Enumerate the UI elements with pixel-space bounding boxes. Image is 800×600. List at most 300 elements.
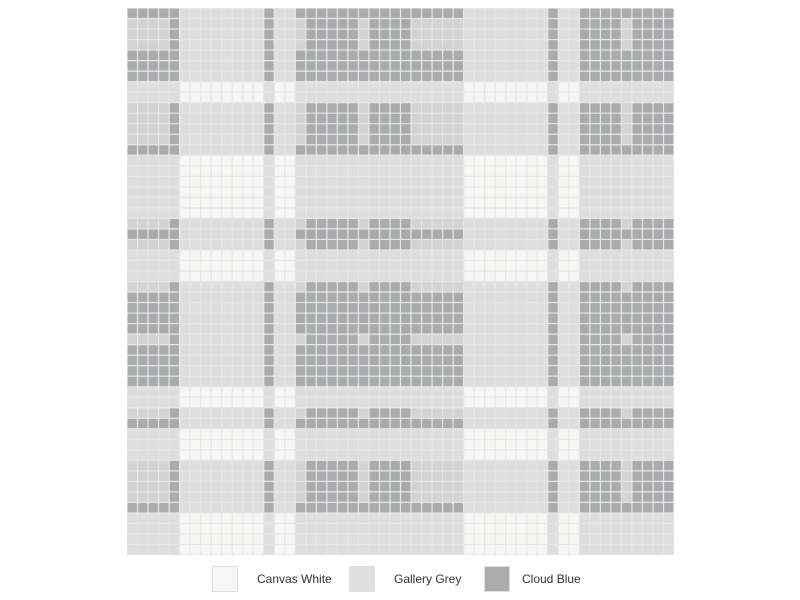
mosaic-tile — [454, 156, 463, 165]
mosaic-tile — [149, 61, 158, 70]
mosaic-tile — [569, 545, 578, 554]
mosaic-tile — [391, 356, 400, 365]
mosaic-tile — [327, 398, 336, 407]
mosaic-tile — [191, 545, 200, 554]
mosaic-tile — [380, 145, 389, 154]
mosaic-tile — [317, 282, 326, 291]
mosaic-tile — [580, 429, 589, 438]
mosaic-tile — [559, 545, 568, 554]
mosaic-tile — [422, 398, 431, 407]
mosaic-tile — [285, 198, 294, 207]
mosaic-tile — [233, 19, 242, 28]
mosaic-tile — [517, 219, 526, 228]
mosaic-tile — [296, 230, 305, 239]
mosaic-tile — [170, 72, 179, 81]
mosaic-tile — [538, 387, 547, 396]
mosaic-tile — [128, 408, 137, 417]
mosaic-tile — [475, 514, 484, 523]
mosaic-tile — [664, 408, 673, 417]
mosaic-tile — [201, 103, 210, 112]
mosaic-tile — [527, 356, 536, 365]
mosaic-tile — [633, 419, 642, 428]
mosaic-tile — [338, 272, 347, 281]
mosaic-tile — [233, 251, 242, 260]
mosaic-tile — [296, 30, 305, 39]
mosaic-tile — [454, 450, 463, 459]
mosaic-tile — [138, 51, 147, 60]
mosaic-tile — [349, 156, 358, 165]
mosaic-tile — [327, 93, 336, 102]
mosaic-tile — [380, 366, 389, 375]
mosaic-tile — [349, 272, 358, 281]
mosaic-tile — [643, 419, 652, 428]
mosaic-tile — [654, 482, 663, 491]
mosaic-tile — [422, 514, 431, 523]
mosaic-tile — [464, 366, 473, 375]
mosaic-tile — [433, 261, 442, 270]
mosaic-tile — [380, 377, 389, 386]
mosaic-tile — [159, 387, 168, 396]
mosaic-tile — [401, 419, 410, 428]
mosaic-tile — [233, 314, 242, 323]
mosaic-tile — [264, 440, 273, 449]
mosaic-tile — [191, 282, 200, 291]
mosaic-tile — [170, 293, 179, 302]
mosaic-tile — [275, 177, 284, 186]
mosaic-tile — [569, 272, 578, 281]
mosaic-tile — [569, 51, 578, 60]
mosaic-tile — [590, 219, 599, 228]
mosaic-tile — [559, 440, 568, 449]
mosaic-tile — [601, 219, 610, 228]
mosaic-tile — [506, 103, 515, 112]
mosaic-tile — [254, 377, 263, 386]
mosaic-tile — [191, 230, 200, 239]
mosaic-tile — [527, 482, 536, 491]
mosaic-tile — [590, 198, 599, 207]
mosaic-tile — [380, 303, 389, 312]
mosaic-tile — [580, 177, 589, 186]
mosaic-tile — [485, 303, 494, 312]
mosaic-tile — [611, 356, 620, 365]
mosaic-tile — [475, 240, 484, 249]
mosaic-tile — [201, 82, 210, 91]
mosaic-tile — [538, 135, 547, 144]
mosaic-tile — [496, 377, 505, 386]
mosaic-tile — [275, 156, 284, 165]
mosaic-tile — [138, 377, 147, 386]
mosaic-tile — [527, 61, 536, 70]
mosaic-tile — [233, 219, 242, 228]
mosaic-tile — [380, 198, 389, 207]
mosaic-tile — [496, 198, 505, 207]
mosaic-tile — [264, 30, 273, 39]
mosaic-tile — [159, 135, 168, 144]
mosaic-tile — [611, 261, 620, 270]
mosaic-tile — [611, 293, 620, 302]
mosaic-tile — [243, 177, 252, 186]
mosaic-tile — [201, 345, 210, 354]
mosaic-tile — [601, 93, 610, 102]
mosaic-tile — [138, 82, 147, 91]
mosaic-tile — [128, 429, 137, 438]
mosaic-tile — [527, 93, 536, 102]
mosaic-tile — [601, 124, 610, 133]
mosaic-tile — [485, 314, 494, 323]
mosaic-tile — [422, 545, 431, 554]
mosaic-tile — [559, 293, 568, 302]
mosaic-tile — [422, 40, 431, 49]
mosaic-tile — [275, 135, 284, 144]
mosaic-tile — [517, 9, 526, 18]
mosaic-tile — [296, 261, 305, 270]
mosaic-tile — [506, 198, 515, 207]
mosaic-tile — [506, 514, 515, 523]
mosaic-tile — [548, 293, 557, 302]
mosaic-tile — [170, 135, 179, 144]
mosaic-tile — [191, 219, 200, 228]
mosaic-tile — [191, 114, 200, 123]
mosaic-tile — [654, 187, 663, 196]
mosaic-tile — [370, 450, 379, 459]
mosaic-tile — [138, 366, 147, 375]
mosaic-tile — [128, 293, 137, 302]
mosaic-tile — [569, 366, 578, 375]
mosaic-tile — [264, 124, 273, 133]
mosaic-tile — [485, 219, 494, 228]
mosaic-tile — [401, 40, 410, 49]
mosaic-tile — [485, 398, 494, 407]
mosaic-tile — [611, 166, 620, 175]
mosaic-tile — [569, 503, 578, 512]
mosaic-tile — [138, 450, 147, 459]
mosaic-tile — [412, 303, 421, 312]
mosaic-tile — [159, 40, 168, 49]
mosaic-tile — [548, 272, 557, 281]
mosaic-tile — [275, 545, 284, 554]
mosaic-tile — [191, 314, 200, 323]
mosaic-tile — [475, 503, 484, 512]
mosaic-tile — [391, 19, 400, 28]
mosaic-tile — [580, 282, 589, 291]
mosaic-tile — [443, 103, 452, 112]
mosaic-tile — [180, 450, 189, 459]
mosaic-tile — [559, 450, 568, 459]
mosaic-tile — [485, 272, 494, 281]
mosaic-tile — [643, 335, 652, 344]
mosaic-tile — [559, 166, 568, 175]
mosaic-tile — [433, 187, 442, 196]
mosaic-tile — [233, 103, 242, 112]
mosaic-tile — [506, 251, 515, 260]
mosaic-tile — [222, 366, 231, 375]
mosaic-tile — [128, 303, 137, 312]
mosaic-tile — [306, 524, 315, 533]
mosaic-tile — [306, 230, 315, 239]
mosaic-tile — [317, 324, 326, 333]
mosaic-tile — [464, 230, 473, 239]
mosaic-tile — [338, 124, 347, 133]
mosaic-tile — [338, 40, 347, 49]
mosaic-tile — [327, 335, 336, 344]
mosaic-tile — [643, 293, 652, 302]
mosaic-tile — [380, 387, 389, 396]
mosaic-tile — [485, 482, 494, 491]
mosaic-tile — [569, 514, 578, 523]
mosaic-tile — [559, 514, 568, 523]
mosaic-tile — [264, 135, 273, 144]
mosaic-tile — [633, 261, 642, 270]
mosaic-tile — [517, 514, 526, 523]
mosaic-tile — [454, 314, 463, 323]
mosaic-tile — [296, 93, 305, 102]
mosaic-tile — [180, 240, 189, 249]
mosaic-tile — [611, 124, 620, 133]
mosaic-tile — [485, 40, 494, 49]
mosaic-tile — [454, 177, 463, 186]
mosaic-tile — [464, 124, 473, 133]
mosaic-tile — [349, 177, 358, 186]
mosaic-tile — [128, 356, 137, 365]
mosaic-tile — [138, 345, 147, 354]
mosaic-tile — [170, 335, 179, 344]
mosaic-tile — [475, 356, 484, 365]
mosaic-tile — [611, 272, 620, 281]
mosaic-tile — [264, 177, 273, 186]
mosaic-tile — [391, 156, 400, 165]
mosaic-tile — [370, 387, 379, 396]
mosaic-tile — [338, 187, 347, 196]
mosaic-tile — [664, 124, 673, 133]
mosaic-tile — [159, 293, 168, 302]
mosaic-tile — [611, 535, 620, 544]
mosaic-tile — [254, 135, 263, 144]
mosaic-tile — [391, 82, 400, 91]
mosaic-tile — [654, 492, 663, 501]
mosaic-tile — [254, 461, 263, 470]
mosaic-tile — [170, 166, 179, 175]
mosaic-tile — [233, 303, 242, 312]
mosaic-tile — [611, 114, 620, 123]
mosaic-tile — [412, 61, 421, 70]
mosaic-tile — [517, 387, 526, 396]
mosaic-tile — [349, 19, 358, 28]
mosaic-tile — [643, 135, 652, 144]
mosaic-tile — [412, 135, 421, 144]
mosaic-tile — [443, 251, 452, 260]
mosaic-tile — [191, 514, 200, 523]
mosaic-tile — [327, 282, 336, 291]
mosaic-tile — [664, 230, 673, 239]
mosaic-tile — [138, 387, 147, 396]
mosaic-tile — [506, 293, 515, 302]
mosaic-tile — [559, 356, 568, 365]
mosaic-tile — [201, 19, 210, 28]
mosaic-tile — [359, 503, 368, 512]
mosaic-tile — [243, 9, 252, 18]
mosaic-tile — [433, 40, 442, 49]
mosaic-tile — [149, 261, 158, 270]
mosaic-tile — [201, 230, 210, 239]
mosaic-tile — [633, 366, 642, 375]
mosaic-tile — [306, 429, 315, 438]
mosaic-tile — [538, 51, 547, 60]
mosaic-tile — [422, 471, 431, 480]
mosaic-tile — [306, 272, 315, 281]
mosaic-tile — [338, 114, 347, 123]
mosaic-tile — [559, 387, 568, 396]
mosaic-tile — [664, 282, 673, 291]
mosaic-tile — [485, 156, 494, 165]
mosaic-tile — [622, 408, 631, 417]
mosaic-tile — [128, 166, 137, 175]
mosaic-tile — [506, 377, 515, 386]
mosaic-tile — [611, 9, 620, 18]
mosaic-tile — [170, 419, 179, 428]
mosaic-tile — [517, 377, 526, 386]
mosaic-tile — [138, 440, 147, 449]
mosaic-tile — [275, 187, 284, 196]
mosaic-tile — [485, 293, 494, 302]
mosaic-tile — [254, 198, 263, 207]
mosaic-tile — [538, 535, 547, 544]
mosaic-tile — [633, 114, 642, 123]
mosaic-tile — [517, 419, 526, 428]
mosaic-tile — [580, 408, 589, 417]
mosaic-tile — [422, 251, 431, 260]
mosaic-tile — [317, 177, 326, 186]
mosaic-tile — [349, 314, 358, 323]
mosaic-tile — [243, 408, 252, 417]
mosaic-tile — [275, 198, 284, 207]
mosaic-tile — [138, 219, 147, 228]
mosaic-tile — [664, 440, 673, 449]
mosaic-tile — [306, 93, 315, 102]
mosaic-tile — [233, 293, 242, 302]
mosaic-tile — [422, 282, 431, 291]
mosaic-tile — [654, 251, 663, 260]
mosaic-tile — [296, 314, 305, 323]
mosaic-tile — [422, 30, 431, 39]
mosaic-tile — [264, 398, 273, 407]
mosaic-tile — [254, 366, 263, 375]
mosaic-tile — [601, 524, 610, 533]
mosaic-tile — [643, 450, 652, 459]
mosaic-tile — [222, 387, 231, 396]
mosaic-tile — [149, 377, 158, 386]
mosaic-tile — [485, 524, 494, 533]
mosaic-tile — [359, 177, 368, 186]
mosaic-tile — [580, 51, 589, 60]
mosaic-tile — [485, 9, 494, 18]
mosaic-tile — [380, 514, 389, 523]
mosaic-tile — [633, 482, 642, 491]
mosaic-tile — [443, 93, 452, 102]
mosaic-tile — [506, 219, 515, 228]
mosaic-tile — [517, 40, 526, 49]
mosaic-tile — [496, 272, 505, 281]
mosaic-tile — [506, 366, 515, 375]
mosaic-tile — [590, 461, 599, 470]
mosaic-tile — [254, 482, 263, 491]
mosaic-tile — [527, 208, 536, 217]
mosaic-tile — [233, 377, 242, 386]
mosaic-tile — [306, 9, 315, 18]
mosaic-tile — [370, 72, 379, 81]
mosaic-tile — [611, 145, 620, 154]
mosaic-tile — [170, 503, 179, 512]
mosaic-tile — [412, 324, 421, 333]
mosaic-tile — [538, 166, 547, 175]
mosaic-tile — [633, 9, 642, 18]
mosaic-tile — [527, 335, 536, 344]
mosaic-tile — [454, 51, 463, 60]
mosaic-tile — [664, 450, 673, 459]
mosaic-tile — [622, 450, 631, 459]
mosaic-tile — [391, 261, 400, 270]
mosaic-tile — [527, 503, 536, 512]
mosaic-tile — [548, 282, 557, 291]
mosaic-tile — [517, 251, 526, 260]
mosaic-tile — [548, 335, 557, 344]
mosaic-tile — [159, 9, 168, 18]
mosaic-tile — [391, 72, 400, 81]
mosaic-tile — [580, 492, 589, 501]
mosaic-tile — [622, 429, 631, 438]
mosaic-tile — [485, 282, 494, 291]
mosaic-tile — [443, 535, 452, 544]
mosaic-tile — [338, 19, 347, 28]
mosaic-tile — [580, 30, 589, 39]
mosaic-tile — [475, 272, 484, 281]
mosaic-tile — [506, 356, 515, 365]
mosaic-tile — [422, 503, 431, 512]
mosaic-tile — [149, 82, 158, 91]
mosaic-tile — [191, 240, 200, 249]
mosaic-tile — [138, 135, 147, 144]
mosaic-tile — [349, 429, 358, 438]
mosaic-tile — [569, 440, 578, 449]
mosaic-tile — [380, 450, 389, 459]
mosaic-tile — [643, 208, 652, 217]
mosaic-tile — [370, 40, 379, 49]
mosaic-tile — [527, 461, 536, 470]
mosaic-tile — [275, 387, 284, 396]
mosaic-tile — [422, 177, 431, 186]
mosaic-tile — [622, 303, 631, 312]
mosaic-tile — [391, 503, 400, 512]
mosaic-tile — [517, 545, 526, 554]
mosaic-tile — [349, 545, 358, 554]
mosaic-tile — [317, 387, 326, 396]
mosaic-tile — [317, 482, 326, 491]
mosaic-tile — [443, 514, 452, 523]
mosaic-tile — [527, 387, 536, 396]
mosaic-tile — [654, 156, 663, 165]
mosaic-tile — [464, 219, 473, 228]
mosaic-tile — [243, 219, 252, 228]
mosaic-tile — [464, 440, 473, 449]
mosaic-tile — [454, 440, 463, 449]
mosaic-tile — [233, 230, 242, 239]
mosaic-tile — [580, 208, 589, 217]
mosaic-tile — [506, 387, 515, 396]
mosaic-tile — [569, 398, 578, 407]
mosaic-tile — [138, 535, 147, 544]
mosaic-tile — [622, 387, 631, 396]
mosaic-tile — [412, 124, 421, 133]
mosaic-tile — [654, 377, 663, 386]
